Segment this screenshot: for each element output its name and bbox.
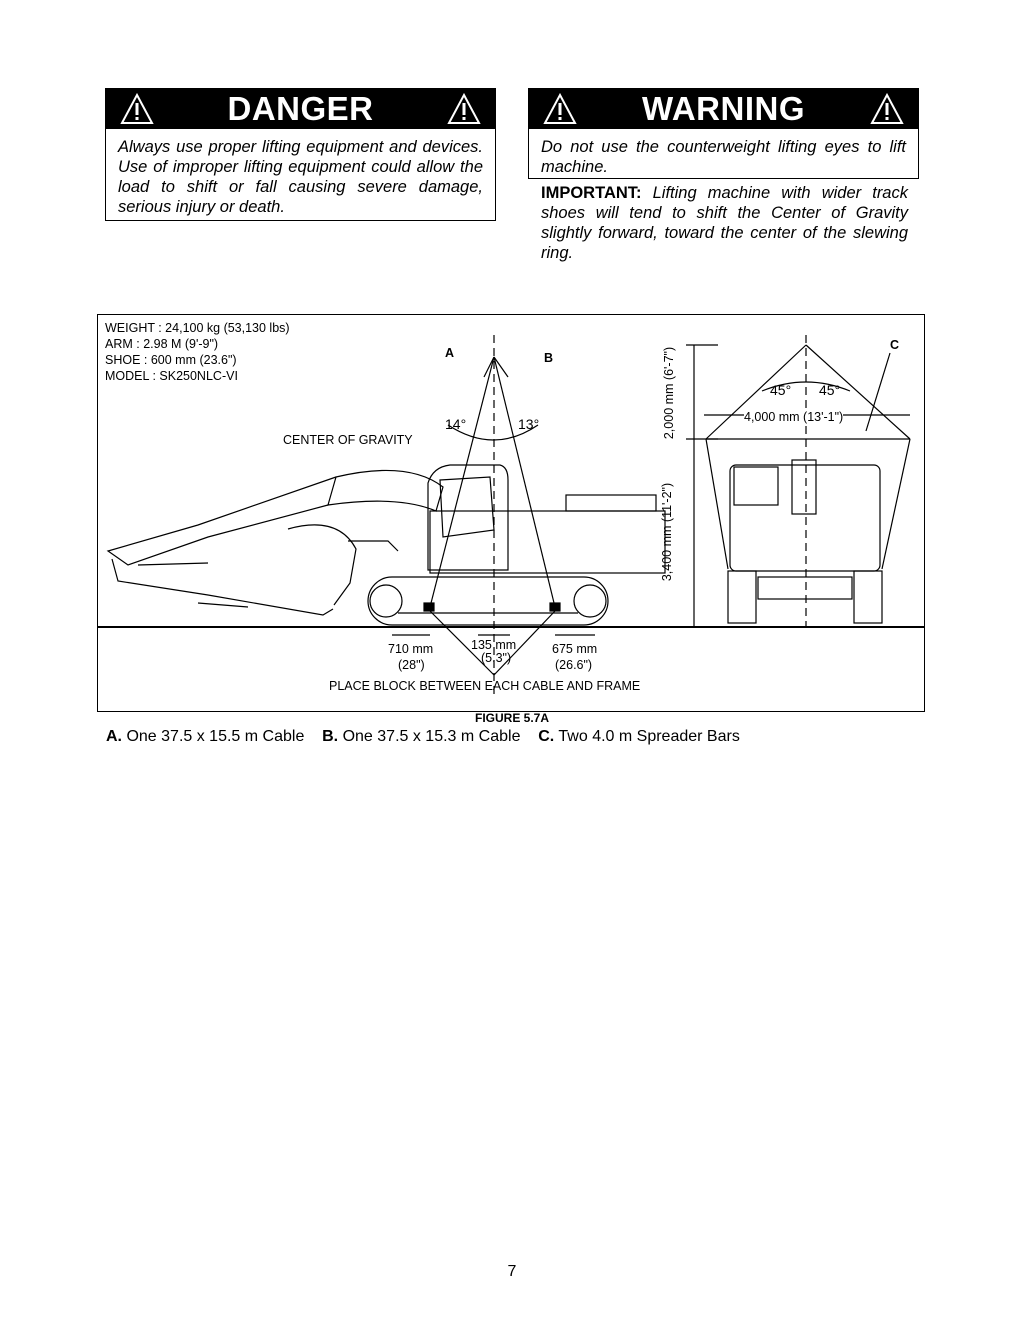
warning-title: WARNING	[642, 90, 805, 127]
legend-c-text: Two 4.0 m Spreader Bars	[558, 728, 740, 745]
warning-header	[529, 89, 918, 129]
legend-c-key: C.	[538, 728, 555, 745]
angle-45-right: 45°	[819, 382, 841, 398]
danger-text: Always use proper lifting equipment and devices. Use of improper lifting equipment could allow the load to shift or fall causing severe damage, serious injury or death.	[118, 138, 483, 216]
angle-right: 13°	[518, 416, 540, 432]
angle-left: 14°	[445, 416, 467, 432]
dim-top-height: 2,000 mm (6'-7")	[662, 346, 677, 440]
center-of-gravity-label: CENTER OF GRAVITY	[283, 433, 413, 447]
label-b: B	[544, 351, 554, 365]
angle-45-left: 45°	[770, 382, 792, 398]
legend-b-key: B.	[322, 728, 339, 745]
warning-text: Do not use the counterweight lifting eyes to lift machine.	[541, 138, 906, 176]
figure-legend	[106, 728, 740, 746]
important-note	[541, 183, 908, 263]
important-label: IMPORTANT:	[541, 184, 642, 202]
machine-specs	[105, 320, 290, 384]
figure-caption: FIGURE 5.7A	[474, 711, 549, 725]
warning-triangle-icon	[447, 93, 481, 125]
dim-710-in: (28")	[398, 658, 425, 672]
legend-a-text: One 37.5 x 15.5 m Cable	[126, 728, 305, 745]
danger-box	[105, 88, 496, 221]
spec-model: MODEL : SK250NLC-VI	[105, 369, 238, 383]
legend-b-text: One 37.5 x 15.3 m Cable	[342, 728, 521, 745]
dim-135: 135 mm	[471, 638, 517, 652]
warning-triangle-icon	[120, 93, 154, 125]
warning-box	[528, 88, 919, 179]
spec-shoe: SHOE : 600 mm (23.6")	[105, 353, 237, 367]
page-number: 7	[507, 1263, 517, 1280]
dim-135-in: (5.3")	[481, 651, 512, 665]
lifting-figure	[97, 314, 925, 712]
label-a: A	[445, 346, 455, 360]
block-note: PLACE BLOCK BETWEEN EACH CABLE AND FRAME	[329, 679, 641, 693]
warning-triangle-icon	[870, 93, 904, 125]
dim-675: 675 mm	[552, 642, 598, 656]
dim-lower-height: 3,400 mm (11'-2")	[660, 482, 675, 582]
warning-triangle-icon	[543, 93, 577, 125]
dim-675-in: (26.6")	[555, 658, 593, 672]
danger-header	[106, 89, 495, 129]
dim-spreader: 4,000 mm (13'-1")	[744, 410, 844, 424]
spec-arm: ARM : 2.98 M (9'-9")	[105, 337, 219, 351]
dim-710: 710 mm	[388, 642, 434, 656]
legend-a-key: A.	[106, 728, 122, 745]
danger-title: DANGER	[227, 90, 374, 127]
important-text: Lifting machine with wider track shoes will tend to shift the Center of Gravity slightly forward, toward the center of the slewing ring.	[541, 184, 908, 262]
label-c: C	[890, 338, 900, 352]
spec-weight: WEIGHT : 24,100 kg (53,130 lbs)	[105, 321, 290, 335]
